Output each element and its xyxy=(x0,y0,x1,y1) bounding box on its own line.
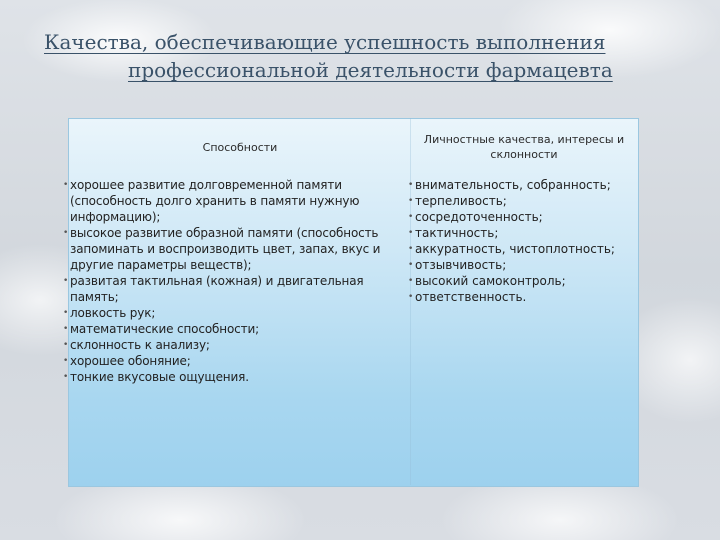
header-abilities: Способности xyxy=(202,141,278,154)
bullet-icon: • xyxy=(63,340,69,350)
bullet-icon: • xyxy=(408,244,414,254)
list-item: • сосредоточенность; xyxy=(408,210,543,224)
list-item: • математические способности; xyxy=(63,322,259,336)
bullet-icon: • xyxy=(408,292,414,302)
list-item: • высокий самоконтроль; xyxy=(408,274,566,288)
list-item: • тактичность; xyxy=(408,226,499,240)
slide-title-line-2: профессиональной деятельности фармацевта xyxy=(128,58,613,82)
bullet-icon: • xyxy=(408,276,414,286)
list-item: • ответственность. xyxy=(408,290,527,304)
list-item: • аккуратность, чистоплотность; xyxy=(408,242,615,256)
list-item: • хорошее развитие долговременной памяти (способность долго хранить в памяти нужную информацию); xyxy=(63,178,360,224)
list-item: • ловкость рук; xyxy=(63,306,156,320)
bullet-icon: • xyxy=(63,180,69,190)
bullet-icon: • xyxy=(63,276,69,286)
list-item: • хорошее обоняние; xyxy=(63,354,191,368)
bullet-icon: • xyxy=(63,324,69,334)
abilities-list xyxy=(62,177,412,385)
list-item: • высокое развитие образной памяти (способность запоминать и воспроизводить цвет, запах, вкус и другие параметры веществ); xyxy=(63,226,381,272)
list-item: • тонкие вкусовые ощущения. xyxy=(63,370,249,384)
bullet-icon: • xyxy=(63,308,69,318)
personal-qualities-list xyxy=(407,177,639,305)
list-item: • развитая тактильная (кожная) и двигательная память; xyxy=(63,274,364,304)
bullet-icon: • xyxy=(408,196,414,206)
bullet-icon: • xyxy=(408,180,414,190)
list-item: • терпеливость; xyxy=(408,194,507,208)
list-item: • отзывчивость; xyxy=(408,258,507,272)
bullet-icon: • xyxy=(63,356,69,366)
slide-title-line-1: Качества, обеспечивающие успешность выполнения xyxy=(44,30,606,54)
list-item: • внимательность, собранность; xyxy=(408,178,611,192)
bullet-icon: • xyxy=(408,260,414,270)
header-personal-qualities: Личностные качества, интересы и склонности xyxy=(423,133,625,161)
bullet-icon: • xyxy=(408,212,414,222)
bullet-icon: • xyxy=(63,228,69,238)
list-item: • склонность к анализу; xyxy=(63,338,210,352)
slide-title xyxy=(40,28,680,84)
bullet-icon: • xyxy=(408,228,414,238)
bullet-icon: • xyxy=(63,372,69,382)
